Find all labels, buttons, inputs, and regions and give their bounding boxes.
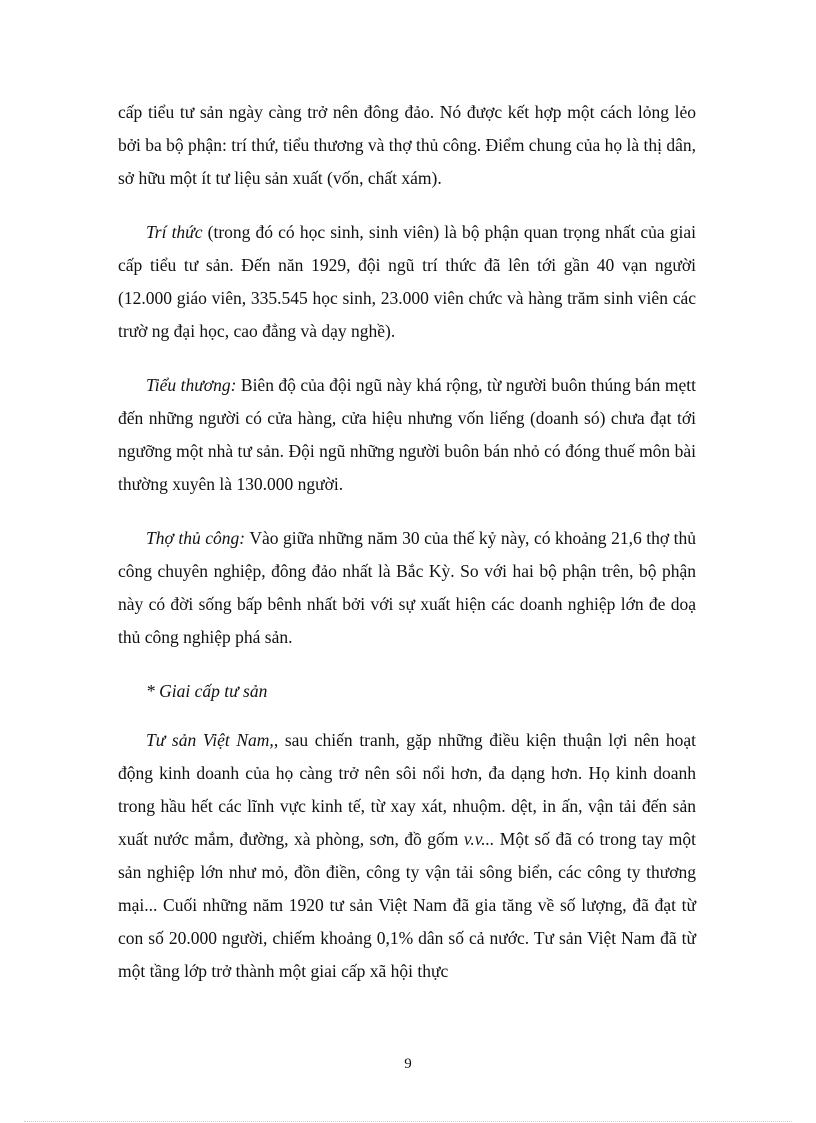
paragraph-lead: Tiểu thương: — [146, 375, 237, 395]
paragraph-tri-thuc — [118, 216, 696, 348]
paragraph-text: Vào giữa những năm 30 của thế kỷ này, có khoảng 21,6 thợ thủ công chuyên nghiệp, đông đảo nhất là Bắc Kỳ. So với hai bộ phận trên, bộ phận này có đời sống bấp bênh nhất bởi với sự xuất hiện các doanh nghiệp lớn đe doạ thủ công nghiệp phá sản. — [118, 528, 696, 647]
section-heading-text: * Giai cấp tư sản — [146, 681, 268, 701]
paragraph-tieu-thuong — [118, 369, 696, 501]
paragraph-tu-san — [118, 724, 696, 988]
paragraph-lead: Trí thức — [146, 222, 203, 242]
paragraph-italic-abbrev: v.v... — [463, 829, 495, 849]
paragraph-lead: Thợ thủ công: — [146, 528, 246, 548]
paragraph-lead: Tư sản Việt Nam, — [146, 730, 274, 750]
paragraph-tho-thu-cong — [118, 522, 696, 654]
paragraph-text: Biên độ của đội ngũ này khá rộng, từ người buôn thúng bán mẹtt đến những người có cửa hàng, cửa hiệu nhưng vốn liếng (doanh só) chưa đạt tới ngưỡng một nhà tư sản. Đội ngũ những người buôn bán nhỏ có đóng thuế môn bài thường xuyên là 130.000 người. — [118, 375, 696, 494]
paragraph-text: (trong đó có học sinh, sinh viên) là bộ phận quan trọng nhất của giai cấp tiểu tư sản. Đến năn 1929, đội ngũ trí thức đã lên tới gần 40 vạn người (12.000 giáo viên, 335.545 học sinh, 23.000 viên chức và hàng trăm sinh viên các trườ ng đại học, cao đẳng và dạy nghề). — [118, 222, 696, 341]
body-text — [118, 96, 696, 1009]
paragraph-text: , sau chiến tranh, gặp những điều kiện thuận lợi nên hoạt động kinh doanh của họ càng trở nên sôi nổi hơn, đa dạng hơn. Họ kinh doanh trong hầu hết các lĩnh vực kinh tế, từ xay xát, nhuộm. dệt, in ấn, vận tải đến sản xuất nước mắm, đường, xà phòng, sơn, đồ gốm — [118, 730, 696, 849]
page-number: 9 — [404, 1056, 412, 1072]
paragraph-text-tail: Một số đã có trong tay một sản nghiệp lớn như mỏ, đồn điền, công ty vận tải sông biển, các công ty thương mại... Cuối những năm 1920 tư sản Việt Nam đã gia tăng về số lượng, đã đạt từ con số 20.000 người, chiếm khoảng 0,1% dân số cả nước. Tư sản Việt Nam đã từ một tầng lớp trở thành một giai cấp xã hội thực — [118, 829, 697, 981]
paragraph-text: cấp tiểu tư sản ngày càng trở nên đông đảo. Nó được kết hợp một cách lỏng lẻo bởi ba bộ phận: trí thứ, tiểu thương và thợ thủ công. Điểm chung của họ là thị dân, sở hữu một ít tư liệu sản xuất (vốn, chất xám). — [118, 102, 696, 188]
section-heading — [118, 675, 696, 708]
page-bottom-divider — [24, 1121, 792, 1122]
paragraph-intro — [118, 96, 696, 195]
